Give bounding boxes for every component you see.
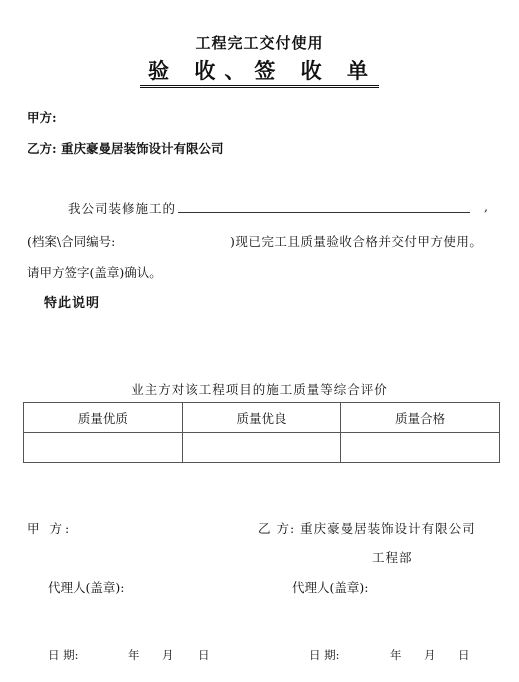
column-header-qualified: 质量合格 xyxy=(341,403,500,433)
date-b-year: 年 xyxy=(390,648,402,662)
document-title: 验 收、签 收 单 xyxy=(140,58,379,88)
contract-number-label: (档案\合同编号: xyxy=(27,234,116,249)
column-header-good: 质量优良 xyxy=(182,403,341,433)
signature-party-a: 甲 方: xyxy=(27,521,73,536)
date-a-year: 年 xyxy=(128,648,140,662)
project-name-blank xyxy=(178,200,470,213)
cell-good[interactable] xyxy=(182,433,341,463)
party-b-label: 乙方: 重庆豪曼居装饰设计有限公司 xyxy=(27,141,224,156)
date-a-label: 日 期: xyxy=(48,648,79,662)
table-row xyxy=(24,433,500,463)
evaluation-heading: 业主方对该工程项目的施工质量等综合评价 xyxy=(131,382,388,397)
date-b-label: 日 期: xyxy=(309,648,340,662)
cell-qualified[interactable] xyxy=(341,433,500,463)
document-subtitle: 工程完工交付使用 xyxy=(195,34,324,52)
party-a-label: 甲方: xyxy=(27,110,57,125)
body-line-1-end: , xyxy=(484,199,488,214)
column-header-excellent: 质量优质 xyxy=(24,403,183,433)
signature-party-b: 乙 方: 重庆豪曼居装饰设计有限公司 xyxy=(258,521,476,536)
date-a-month: 月 xyxy=(162,648,174,662)
cell-excellent[interactable] xyxy=(24,433,183,463)
agent-a-seal: 代理人(盖章): xyxy=(48,580,125,595)
date-b-day: 日 xyxy=(458,648,470,662)
engineering-dept: 工程部 xyxy=(372,550,413,565)
evaluation-table xyxy=(23,402,500,463)
agent-b-seal: 代理人(盖章): xyxy=(292,580,369,595)
body-line-1-text: 我公司装修施工的 xyxy=(68,201,177,216)
completion-statement: )现已完工且质量验收合格并交付甲方使用。 xyxy=(230,234,483,249)
special-note: 特此说明 xyxy=(44,296,101,311)
document-title-wrap xyxy=(0,58,519,88)
date-a-day: 日 xyxy=(198,648,210,662)
confirmation-request: 请甲方签字(盖章)确认。 xyxy=(27,265,162,280)
date-b-month: 月 xyxy=(424,648,436,662)
body-line-1 xyxy=(68,199,470,217)
table-header-row xyxy=(24,403,500,433)
